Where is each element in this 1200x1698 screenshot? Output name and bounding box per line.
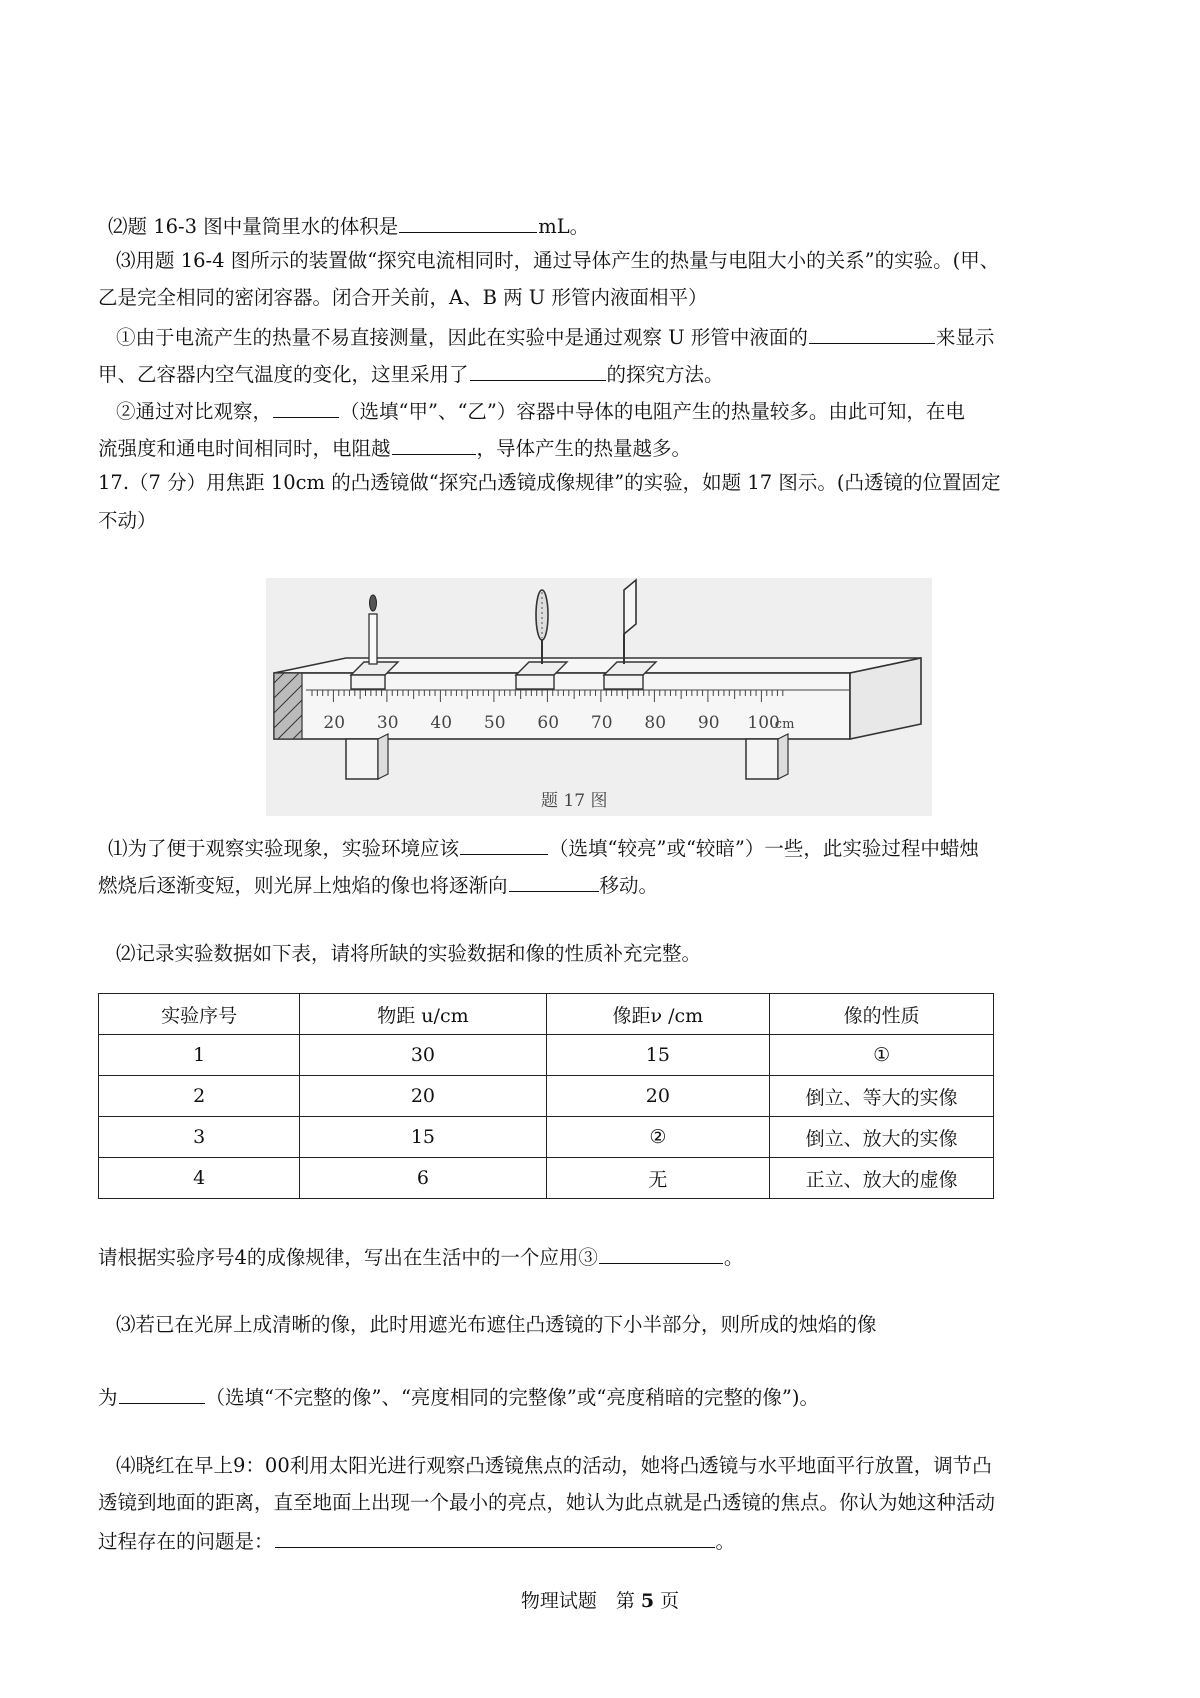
- q16-part3-line1: ⑶用题 16-4 图所示的装置做“探究电流相同时，通过导体产生的热量与电阻大小的关系”的实验。(甲、: [116, 249, 1000, 272]
- q16-sub2-text-a: ②通过对比观察，: [116, 400, 273, 423]
- q17-part3-text-a: 为: [98, 1386, 118, 1409]
- q17-part1-text-a: ⑴为了便于观察实验现象，实验环境应该: [108, 837, 460, 860]
- scale-label: cm: [774, 717, 795, 732]
- q17-part4-line1: ⑷晓红在早上9：00利用太阳光进行观察凸透镜焦点的活动，她将凸透镜与水平地面平行放置，调节凸: [116, 1454, 992, 1477]
- q16-sub1-text-c: 甲、乙容器内空气温度的变化，这里采用了: [98, 363, 469, 386]
- table-cell[interactable]: ①: [770, 1035, 994, 1076]
- answer-blank-direction[interactable]: [509, 871, 599, 892]
- answer-blank-resistance[interactable]: [392, 434, 476, 455]
- table-cell: 1: [99, 1035, 300, 1076]
- table-header-cell: 像距ν /cm: [546, 994, 770, 1035]
- q16-part3-line2: 乙是完全相同的密闭容器。闭合开关前，A、B 两 U 形管内液面相平）: [98, 286, 708, 309]
- table-cell[interactable]: ②: [546, 1117, 770, 1158]
- q16-sub1-text-a: ①由于电流产生的热量不易直接测量，因此在实验中是通过观察 U 形管中液面的: [116, 326, 808, 349]
- q17-part3-text-b: （选填“不完整的像”、“亮度相同的完整像”或“亮度稍暗的完整的像”)。: [205, 1386, 819, 1409]
- footer-text: 物理试题 第: [520, 1590, 635, 1612]
- table-cell: 30: [300, 1035, 546, 1076]
- q16-sub2-line2: [98, 434, 691, 462]
- q17-part3-line2: [98, 1383, 819, 1411]
- answer-blank-container[interactable]: [273, 397, 339, 418]
- q16-part2: [108, 212, 589, 240]
- table-cell: 倒立、等大的实像: [770, 1076, 994, 1117]
- bench-leg-right: [746, 739, 778, 779]
- q16-sub2-line1: [116, 397, 965, 425]
- light-screen: [624, 580, 636, 634]
- q17-heading-line2: 不动）: [98, 509, 157, 532]
- answer-blank-liquid-level[interactable]: [809, 323, 935, 344]
- answer-blank-environment[interactable]: [460, 834, 548, 855]
- q17-part1-line1: [108, 834, 979, 862]
- q16-sub2-text-d: ，导体产生的热量越多。: [476, 437, 692, 460]
- page-number: 5: [640, 1590, 655, 1612]
- candle: [369, 614, 377, 664]
- optical-bench-drawing: [266, 578, 932, 816]
- table-cell: 6: [300, 1158, 546, 1199]
- table-cell: 正立、放大的虚像: [770, 1158, 994, 1199]
- candle-flame: [370, 595, 377, 611]
- q17-part1-text-d: 移动。: [599, 874, 659, 897]
- scale-label: 40: [430, 713, 453, 733]
- answer-blank-application[interactable]: [599, 1243, 723, 1264]
- q16-part2-text: ⑵题 16-3 图中量筒里水的体积是: [108, 215, 399, 238]
- table-cell: 倒立、放大的实像: [770, 1117, 994, 1158]
- q17-part4-text-a: 过程存在的问题是：: [98, 1530, 274, 1553]
- q17-part4-line3: [98, 1527, 735, 1555]
- table-header-cell: 像的性质: [770, 994, 994, 1035]
- table-cell: 2: [99, 1076, 300, 1117]
- q17-heading-line1: 17.（7 分）用焦距 10cm 的凸透镜做“探究凸透镜成像规律”的实验，如题 17 图示。(凸透镜的位置固定: [98, 471, 1001, 494]
- scale-label: 100: [747, 713, 780, 733]
- scale-label: 60: [537, 713, 560, 733]
- scale-label: 80: [644, 713, 667, 733]
- footer-suffix: 页: [660, 1590, 680, 1612]
- table-row: [99, 1158, 994, 1199]
- figure-caption: 题 17 图: [541, 791, 608, 811]
- table-row: [99, 1076, 994, 1117]
- q16-sub1-line1: [116, 323, 994, 351]
- table-row: [99, 1035, 994, 1076]
- q17-part4-text-b: 。: [715, 1530, 736, 1553]
- table-cell: 3: [99, 1117, 300, 1158]
- table-cell: 20: [300, 1076, 546, 1117]
- table-row: [99, 1117, 994, 1158]
- q17-application-end: 。: [723, 1246, 744, 1269]
- q17-application: [98, 1243, 743, 1271]
- answer-blank-problem[interactable]: [275, 1527, 715, 1548]
- q16-sub1-text-b: 来显示: [935, 326, 995, 349]
- q16-sub1-line2: [98, 360, 724, 388]
- bench-leg-left: [346, 739, 378, 779]
- q16-sub1-text-d: 的探究方法。: [606, 363, 724, 386]
- q16-part2-unit: mL。: [538, 215, 590, 238]
- q17-application-text: 请根据实验序号4的成像规律，写出在生活中的一个应用③: [98, 1246, 598, 1269]
- scale-label: 20: [323, 713, 346, 733]
- answer-blank-method[interactable]: [470, 360, 606, 381]
- table-header-row: [99, 994, 994, 1035]
- table-header-cell: 实验序号: [99, 994, 300, 1035]
- q17-part1-text-c: 燃烧后逐渐变短，则光屏上烛焰的像也将逐渐向: [98, 874, 508, 897]
- q16-sub2-text-c: 流强度和通电时间相同时，电阻越: [98, 437, 391, 460]
- q17-part3-line1: ⑶若已在光屏上成清晰的像，此时用遮光布遮住凸透镜的下小半部分，则所成的烛焰的像: [116, 1313, 877, 1336]
- answer-blank-volume[interactable]: [399, 212, 537, 233]
- q17-part2: ⑵记录实验数据如下表，请将所缺的实验数据和像的性质补充完整。: [116, 942, 702, 965]
- table-cell: 15: [546, 1035, 770, 1076]
- optical-bench-figure: [266, 578, 932, 816]
- scale-label: 30: [376, 713, 399, 733]
- q17-part1-text-b: （选填“较亮”或“较暗”）一些，此实验过程中蜡烛: [549, 837, 979, 860]
- table-cell: 4: [99, 1158, 300, 1199]
- bench-right-end: [850, 658, 921, 739]
- table-cell: 20: [546, 1076, 770, 1117]
- q16-sub2-text-b: （选填“甲”、“乙”）容器中导体的电阻产生的热量较多。由此可知，在电: [340, 400, 965, 423]
- q17-part4-line2: 透镜到地面的距离，直至地面上出现一个最小的亮点，她认为此点就是凸透镜的焦点。你认为她这种活动: [98, 1491, 996, 1514]
- q17-part1-line2: [98, 871, 658, 899]
- scale-label: 50: [483, 713, 506, 733]
- table-header-cell: 物距 u/cm: [300, 994, 546, 1035]
- answer-blank-image-type[interactable]: [119, 1383, 205, 1404]
- scale-label: 90: [697, 713, 720, 733]
- scale-label: 70: [590, 713, 613, 733]
- page-footer: [0, 1586, 1200, 1613]
- table-cell: 15: [300, 1117, 546, 1158]
- data-table: [98, 993, 994, 1199]
- table-cell: 无: [546, 1158, 770, 1199]
